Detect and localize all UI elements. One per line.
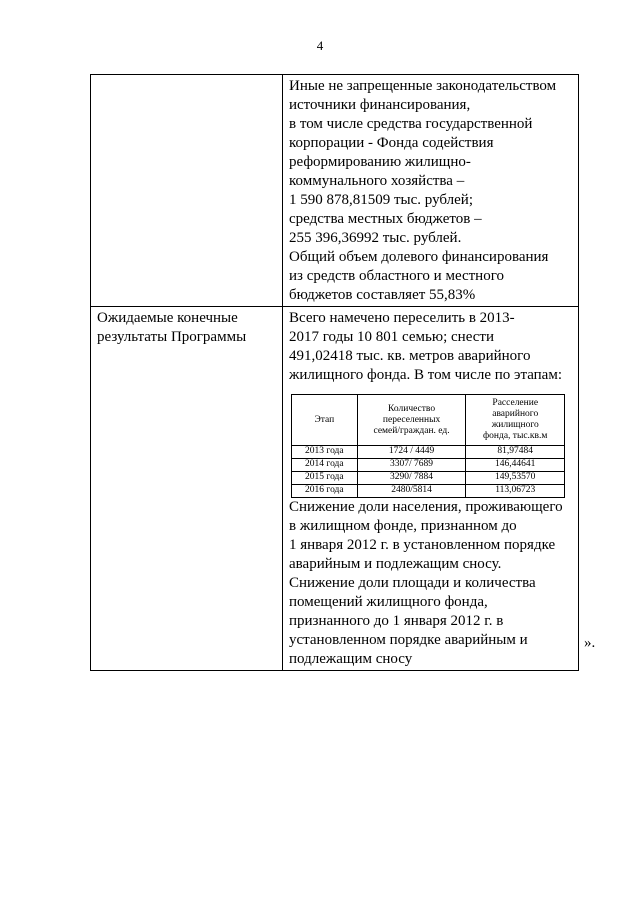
text-line: реформированию жилищно- [289,154,471,170]
text-line: признанного до 1 января 2012 г. в [289,613,504,629]
text-line: Всего намечено переселить в 2013- [289,310,515,326]
area-cell: 146,44641 [466,459,565,472]
header-line: Расселение [492,398,539,408]
text-line: Ожидаемые конечные [97,310,238,326]
stages-header-row [292,395,565,446]
funding-sources-row [91,75,579,307]
text-line: из средств областного и местного [289,268,504,284]
header-line: Количество [388,403,436,414]
program-passport-table [90,74,579,671]
text-line: Снижение доли населения, проживающего [289,499,563,515]
header-line: семей/граждан. ед. [373,425,450,436]
area-cell: 113,06723 [466,485,565,498]
header-line: аварийного [492,409,539,419]
area-cell: 81,97484 [466,446,565,459]
count-cell: 1724 / 4449 [357,446,466,459]
text-line: 2017 годы 10 801 семью; снести [289,329,494,345]
count-cell: 3290/ 7884 [357,472,466,485]
text-line: источники финансирования, [289,97,471,113]
expected-results-row [91,307,579,671]
resettlement-stages-table [291,394,565,498]
text-line: бюджетов составляет 55,83% [289,287,476,303]
stage-cell: 2014 года [292,459,358,472]
text-line: 1 января 2012 г. в установленном порядке [289,537,556,553]
funding-sources-cell [283,75,579,307]
header-line: фонда, тыс.кв.м [483,431,548,441]
text-line: коммунального хозяйства – [289,173,465,189]
expected-results-label-cell [91,307,283,671]
text-line: 255 396,36992 тыс. рублей. [289,230,462,246]
stage-cell: 2016 года [292,485,358,498]
funding-sources-label-cell [91,75,283,307]
stage-cell: 2013 года [292,446,358,459]
text-line: подлежащим сносу [289,651,413,667]
text-line: Общий объем долевого финансирования [289,249,549,265]
closing-quote: ». [584,635,596,651]
table-row [292,446,565,459]
text-line: жилищного фонда. В том числе по этапам: [289,367,562,383]
area-header [466,395,565,446]
page-number: 4 [316,38,324,53]
text-line: Снижение доли площади и количества [289,575,536,591]
text-line: 491,02418 тыс. кв. метров аварийного [289,348,531,364]
text-line: в том числе средства государственной [289,116,533,132]
table-row [292,485,565,498]
count-cell: 3307/ 7689 [357,459,466,472]
text-line: 1 590 878,81509 тыс. рублей; [289,192,473,208]
expected-results-cell [283,307,579,671]
text-line: помещений жилищного фонда, [289,594,488,610]
text-line: Иные не запрещенные законодательством [289,78,557,94]
text-line: аварийным и подлежащим сносу. [289,556,502,572]
stage-header: Этап [292,395,358,446]
text-line: средства местных бюджетов – [289,211,482,227]
area-cell: 149,53570 [466,472,565,485]
count-cell: 2480/5814 [357,485,466,498]
text-line: корпорации - Фонда содействия [289,135,494,151]
table-row [292,459,565,472]
header-line: переселенных [382,414,441,425]
header-line: жилищного [491,420,539,430]
text-line: в жилищном фонде, признанном до [289,518,517,534]
stage-cell: 2015 года [292,472,358,485]
table-row [292,472,565,485]
text-line: результаты Программы [97,329,247,345]
families-count-header [357,395,466,446]
text-line: установленном порядке аварийным и [289,632,528,648]
